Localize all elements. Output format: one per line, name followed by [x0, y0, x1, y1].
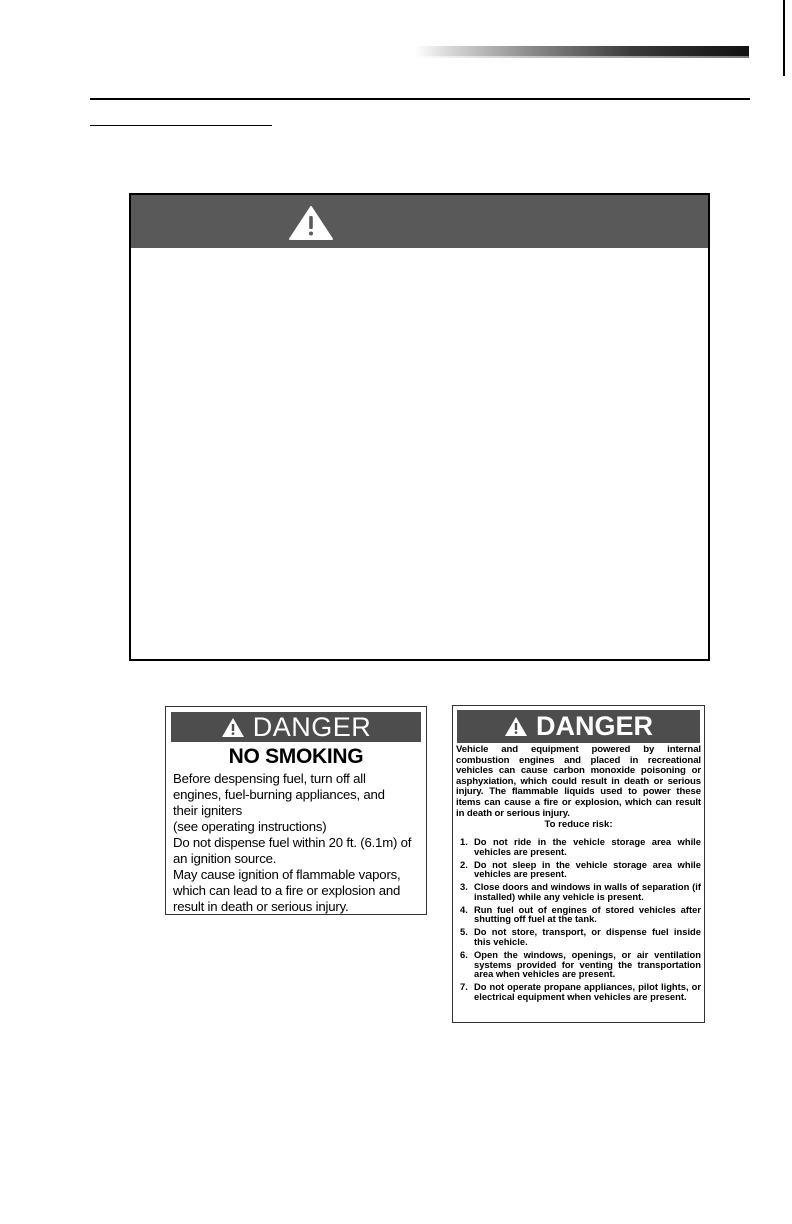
list-item	[460, 860, 701, 879]
danger-banner	[171, 712, 421, 742]
body-line: result in death or serious injury.	[173, 899, 349, 914]
item-text: Do not sleep in the vehicle storage area while vehicles are present.	[474, 858, 701, 880]
reduce-risk-heading: To reduce risk:	[544, 819, 613, 831]
item-text: Do not store, transport, or dispense fuel inside this vehicle.	[474, 926, 701, 948]
list-item	[460, 882, 701, 901]
carbon-monoxide-label	[452, 705, 705, 1023]
body-line: an ignition source.	[173, 851, 277, 866]
crop-mark	[783, 0, 785, 76]
list-item	[460, 950, 701, 979]
danger-banner	[457, 710, 700, 743]
item-number: 1.	[460, 836, 468, 848]
item-number: 3.	[460, 881, 468, 893]
item-number: 7.	[460, 981, 468, 993]
warning-triangle-icon	[288, 205, 334, 241]
item-number: 4.	[460, 903, 468, 915]
header-gradient-bar	[415, 46, 749, 56]
item-number: 2.	[460, 858, 468, 870]
item-number: 6.	[460, 949, 468, 961]
body-line: their igniters	[173, 803, 243, 818]
warning-box	[129, 193, 710, 661]
item-text: Run fuel out of engines of stored vehicles after shutting off fuel at the tank.	[474, 903, 701, 925]
list-item	[460, 927, 701, 946]
body-line: Before despensing fuel, turn off all	[173, 771, 366, 786]
no-smoking-title: NO SMOKING	[228, 745, 364, 768]
item-text: Open the windows, openings, or air ventilation systems provided for venting the transportation area when vehicles are present.	[474, 949, 701, 980]
warning-header	[131, 195, 708, 248]
section-subrule	[90, 125, 272, 126]
item-text: Do not ride in the vehicle storage area while vehicles are present.	[474, 836, 701, 857]
item-text: Close doors and windows in walls of separation (if installed) while any vehicle is present.	[474, 881, 701, 902]
list-item	[460, 837, 701, 856]
section-rule	[90, 98, 750, 100]
no-smoking-label	[165, 706, 427, 915]
item-number: 5.	[460, 926, 468, 938]
list-item	[460, 905, 701, 924]
body-line: May cause ignition of flammable vapors,	[173, 867, 401, 882]
risk-list	[453, 837, 704, 1001]
list-item	[460, 982, 701, 1001]
body-line: (see operating instructions)	[173, 819, 327, 834]
body-line: Do not dispense fuel within 20 ft. (6.1m) of	[173, 835, 412, 850]
danger-text: DANGER	[252, 711, 372, 742]
warning-triangle-icon	[504, 716, 528, 737]
label-intro-text: Vehicle and equipment powered by internal combustion engines and placed in recreational vehicles can cause carbon monoxide poisoning or asphyxiation, which could result in death or serious injury. The flammable liquids used to power these items can cause a fire or explosion, which can result in death or serious injury.	[456, 744, 701, 819]
body-line: which can lead to a fire or explosion and	[173, 883, 401, 898]
body-line: engines, fuel-burning appliances, and	[173, 787, 385, 802]
item-text: Do not operate propane appliances, pilot lights, or electrical equipment when vehicles are present.	[474, 981, 701, 1002]
danger-text: DANGER	[535, 711, 653, 741]
no-smoking-body	[166, 771, 426, 915]
warning-triangle-icon	[221, 717, 245, 738]
